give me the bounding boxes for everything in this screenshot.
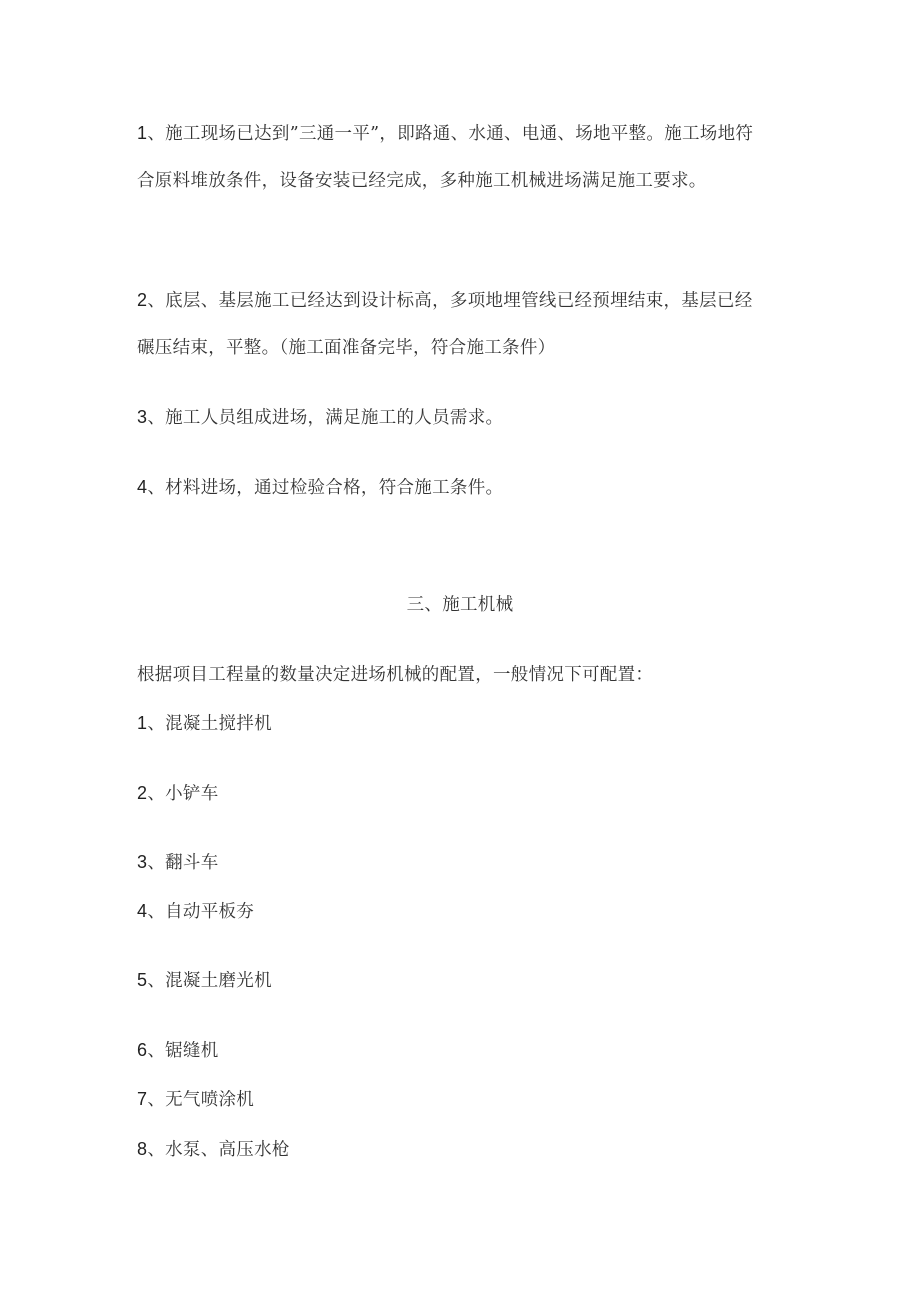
item-number: 7 [137, 1089, 148, 1109]
machine-item-4 [137, 900, 254, 923]
machine-item-2 [137, 782, 219, 805]
item-text: 、自动平板夯 [147, 902, 255, 922]
condition-1-line-1 [137, 122, 753, 145]
item-number: 3 [137, 407, 148, 427]
machine-item-1 [137, 712, 272, 735]
item-text: 、水泵、高压水枪 [147, 1140, 290, 1160]
item-number: 2 [137, 290, 148, 310]
item-number: 4 [137, 477, 148, 497]
machine-item-3 [137, 851, 219, 874]
item-number: 5 [137, 970, 148, 990]
item-number: 2 [137, 783, 148, 803]
condition-4 [137, 476, 503, 499]
item-text: 、混凝土磨光机 [147, 971, 272, 991]
machines-intro: 根据项目工程量的数量决定进场机械的配置，一般情况下可配置： [137, 665, 654, 685]
item-text: 、施工现场已达到”三通一平”，即路通、水通、电通、场地平整。施工场地符 [147, 124, 754, 144]
condition-2-line-2 [137, 337, 555, 359]
condition-2-line-1 [137, 289, 753, 312]
machine-item-7 [137, 1088, 254, 1111]
item-text: 、翻斗车 [147, 853, 219, 873]
item-text: 、锯缝机 [147, 1041, 219, 1061]
item-number: 6 [137, 1040, 148, 1060]
section-heading: 三、施工机械 [406, 595, 514, 615]
item-text: 、施工人员组成进场，满足施工的人员需求。 [147, 408, 504, 428]
item-text: 碾压结束，平整。（施工面准备完毕，符合施工条件） [137, 338, 556, 358]
item-text: 、混凝土搅拌机 [147, 714, 272, 734]
item-text: 、底层、基层施工已经达到设计标高，多项地埋管线已经预埋结束，基层已经 [147, 291, 753, 311]
machine-item-8 [137, 1138, 290, 1161]
item-text: 合原料堆放条件，设备安装已经完成，多种施工机械进场满足施工要求。 [137, 171, 707, 191]
item-number: 3 [137, 852, 148, 872]
machine-item-6 [137, 1039, 219, 1062]
item-number: 8 [137, 1139, 148, 1159]
item-text: 、小铲车 [147, 784, 219, 804]
machine-item-5 [137, 969, 272, 992]
item-number: 1 [137, 123, 148, 143]
item-number: 1 [137, 713, 148, 733]
condition-3 [137, 406, 503, 429]
condition-1-line-2 [137, 170, 707, 192]
item-number: 4 [137, 901, 148, 921]
item-text: 、材料进场，通过检验合格，符合施工条件。 [147, 478, 504, 498]
item-text: 、无气喷涂机 [147, 1090, 255, 1110]
